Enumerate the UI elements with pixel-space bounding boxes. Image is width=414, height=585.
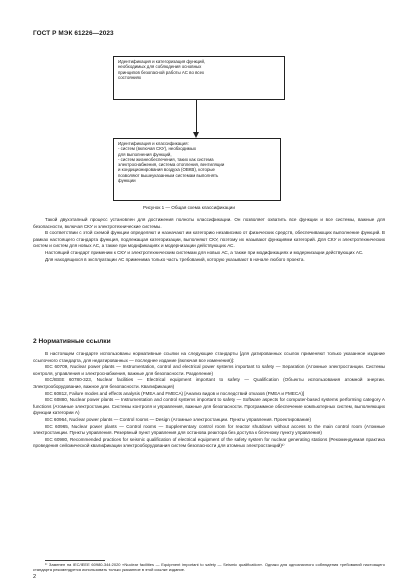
reference-paragraph: IEC 60965, Nuclear power plants — Control rooms — Supplementary control room for reactor shutdown without access to the main control room (Атомные электростанции. Пункты управления. Резервный пункт управления для останова реактора без доступа к блочному пункту управления) <box>33 423 385 436</box>
paragraph: В соответствии с этой схемой функции определяют и назначают им категорию независимо от физических средств, обеспечивающих выполнение функций. В рамках настоящего стандарта функция, подлежащая категоризации, выполняют СКУ, поэтому их называют функциями категорий. Для СКУ и электротехнических систем и систем для новых АС, а также при модификациях и модернизации действующих АС. <box>33 230 385 249</box>
reference-paragraph: IEC 60880, Nuclear power plants — Instrumentation and control systems important to safety — Software aspects for computer-based systems performing category A functions (Атомные электростанции. Системы контроля и управления, важные для безопасности. Программное обеспечение компьютерных систем, выполняющих функции категории А) <box>33 397 385 416</box>
box1-line: состояниях <box>118 74 142 80</box>
box2-line: - систем (включая СКУ), необходимых <box>118 146 197 152</box>
paragraph: Такой двухэтапный процесс установлен для достижения полноты классификации. Он позволяет охватить все функции и все системы, важные для безопасности, включая СКУ и электротехнические системы. <box>33 217 385 229</box>
figure-box-classification <box>113 138 281 201</box>
references-text-block <box>33 351 385 450</box>
box2-line: электроснабжения, система отопления, вентиляции <box>118 162 225 168</box>
figure-box-categorization <box>113 56 285 100</box>
box2-line: функции <box>118 178 136 184</box>
box2-line: позволяют вышеуказанным системам выполнять <box>118 172 219 178</box>
page-number: 2 <box>33 574 37 580</box>
footnote <box>33 562 385 573</box>
box2-line: для выполнения функций, <box>118 151 172 157</box>
footnote-text: ¹⁾ Заменен на IEC/IEEE 60980-344:2020 «Nuclear facilities — Equipment important to safety — Seismic qualification». Однако для однозначного соблюдения требований настоящего стандарта рекомендуется использовать только указанное в этой ссылке издание. <box>33 562 385 573</box>
box1-line: Идентификация и категоризация функций, <box>118 59 206 64</box>
reference-paragraph: В настоящем стандарте использованы нормативные ссылки на следующие стандарты [для датированных ссылок применяют только указанное издание ссылочного стандарта, для недатированных — последнее издание (включая все изменения)]: <box>33 351 385 363</box>
figure-caption: Рисунок 1 — Общая схема классификации <box>143 205 235 210</box>
paragraph: Для находящихся в эксплуатации АС применима только часть требований, которую указывают в начале любого проекта. <box>45 256 305 262</box>
reference-paragraph: IEC/IEEE 60780-323, Nuclear facilities — Electrical equipment important to safety — Qualification (Объекты использования атомной энергии. Электрооборудование, важное для безопасности. Квалификация) <box>33 377 385 389</box>
intro-text-block <box>33 217 385 263</box>
reference-paragraph: IEC 60812, Failure modes and effects analysis (FMEA and FMECA) [Анализ видов и последствий отказов (FMEA и FMECA)] <box>45 390 305 396</box>
reference-paragraph: IEC 60964, Nuclear power plants — Control rooms — Design (Атомные электростанции. Пункты управления. Проектирование) <box>45 416 311 422</box>
reference-paragraph: IEC 60709, Nuclear power plants — Instrumentation, control and electrical power systems important to safety — Separation (Атомные электростанции. Системы контроля, управления и электроснабжения, важные для безопасности. Разделение) <box>33 364 385 376</box>
box2-line: - систем жизнеобеспечения, таких как система <box>118 156 214 162</box>
footnote-separator <box>45 560 105 561</box>
section-heading: 2 Нормативные ссылки <box>33 338 111 345</box>
box1-line: принципов безопасной работы АС во всех <box>118 69 205 75</box>
figure-arrow <box>196 100 197 133</box>
reference-paragraph: IEC 60980, Recommended practices for seismic qualification of electrical equipment of the safety system for nuclear generating stations (Рекомендуемая практика проведения сейсмической квалификации электрооборудования систем безопасности для атомных электростанций)¹⁾ <box>33 436 385 449</box>
box2-line: Идентификация и классификация: <box>118 141 189 146</box>
paragraph: Настоящий стандарт применим к СКУ и электротехническим системам для новых АС, а также при модификациях и модернизации действующих АС. <box>45 249 364 255</box>
document-header: ГОСТ Р МЭК 61226—2023 <box>33 30 114 37</box>
box1-line: необходимых для соблюдения основных <box>118 64 202 70</box>
box2-line: и кондиционирования воздуха (ОВКВ), которые <box>118 167 216 173</box>
